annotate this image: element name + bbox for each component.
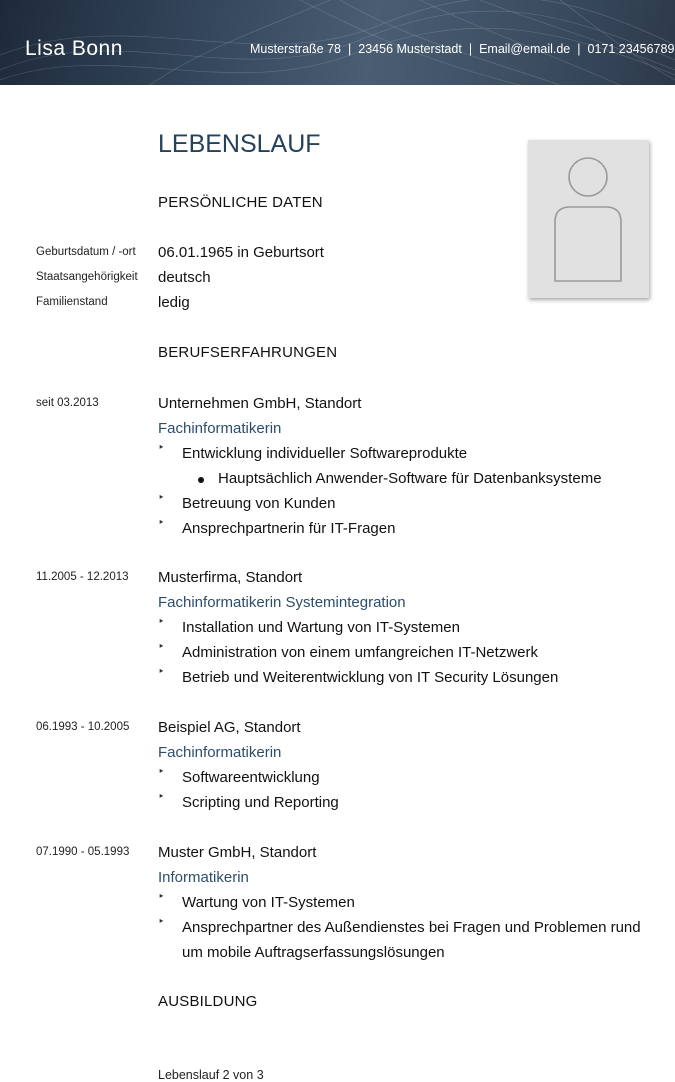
bullet-marker-icon: ‣: [158, 891, 165, 903]
bullet-marker-icon: ‣: [158, 666, 165, 678]
header-contact: [250, 42, 674, 56]
contact-city: 23456 Musterstadt: [358, 42, 462, 56]
bullet-dot-icon: [198, 477, 204, 483]
bullet-marker-icon: ‣: [158, 791, 165, 803]
personal-label: Familienstand: [36, 296, 108, 308]
bullet-marker-icon: ‣: [158, 616, 165, 628]
bullet-marker-icon: ‣: [158, 492, 165, 504]
job-role: Fachinformatikerin: [158, 744, 282, 761]
profile-photo-placeholder: [528, 140, 649, 298]
job-company: Musterfirma, Standort: [158, 569, 303, 586]
job-role: Fachinformatikerin: [158, 420, 282, 437]
job-role: Fachinformatikerin Systemintegration: [158, 594, 406, 611]
bullet-marker-icon: ‣: [158, 916, 165, 928]
job-bullet-text: Entwicklung individueller Softwareprodukte: [182, 445, 468, 462]
personal-label: Staatsangehörigkeit: [36, 271, 138, 283]
header-banner: [0, 0, 675, 85]
contact-separator: |: [348, 42, 352, 56]
job-sub-bullet-text: Hauptsächlich Anwender-Software für Datenbanksysteme: [218, 470, 602, 487]
job-bullet-text: Scripting und Reporting: [182, 794, 339, 811]
bullet-marker-icon: ‣: [158, 442, 165, 454]
job-date: 06.1993 - 10.2005: [36, 721, 130, 733]
job-date: 07.1990 - 05.1993: [36, 846, 130, 858]
contact-separator: |: [577, 42, 581, 56]
contact-separator: |: [468, 42, 473, 56]
contact-email[interactable]: Email@email.de: [479, 42, 571, 56]
job-bullet-text: Ansprechpartner des Außendienstes bei Fragen und Problemen rund um mobile Auftragserfassungslösungen: [182, 919, 641, 961]
personal-value: ledig: [158, 294, 190, 311]
job-company: Muster GmbH, Standort: [158, 844, 317, 861]
job-bullet-text: Wartung von IT-Systemen: [182, 894, 355, 911]
personal-value: deutsch: [158, 269, 211, 286]
personal-label: Geburtsdatum / -ort: [36, 246, 136, 258]
job-bullet-text: Ansprechpartnerin für IT-Fragen: [182, 520, 396, 537]
job-company: Unternehmen GmbH, Standort: [158, 395, 362, 412]
header-name: Lisa Bonn: [25, 37, 123, 60]
page-footer: Lebenslauf 2 von 3: [158, 1068, 264, 1082]
section-heading-experience: BERUFSERFAHRUNGEN: [158, 344, 338, 361]
bullet-marker-icon: ‣: [158, 766, 165, 778]
section-heading-education: AUSBILDUNG: [158, 993, 258, 1010]
contact-street: Musterstraße 78: [250, 42, 342, 56]
bullet-marker-icon: ‣: [158, 641, 165, 653]
document-title: LEBENSLAUF: [158, 130, 321, 158]
person-placeholder-icon: [528, 140, 649, 298]
job-bullet-text: Softwareentwicklung: [182, 769, 320, 786]
job-role: Informatikerin: [158, 869, 249, 886]
job-bullet-text: Betreuung von Kunden: [182, 495, 336, 512]
job-bullet-text: Installation und Wartung von IT-Systemen: [182, 619, 460, 636]
job-company: Beispiel AG, Standort: [158, 719, 301, 736]
section-heading-personal: PERSÖNLICHE DATEN: [158, 194, 323, 211]
job-date: seit 03.2013: [36, 397, 99, 409]
job-date: 11.2005 - 12.2013: [36, 571, 129, 583]
contact-phone: 0171 23456789: [587, 42, 675, 56]
job-bullet-text: Betrieb und Weiterentwicklung von IT Security Lösungen: [182, 669, 559, 686]
personal-value: 06.01.1965 in Geburtsort: [158, 244, 324, 261]
job-bullet-text: Administration von einem umfangreichen IT-Netzwerk: [182, 644, 538, 661]
bullet-marker-icon: ‣: [158, 517, 165, 529]
